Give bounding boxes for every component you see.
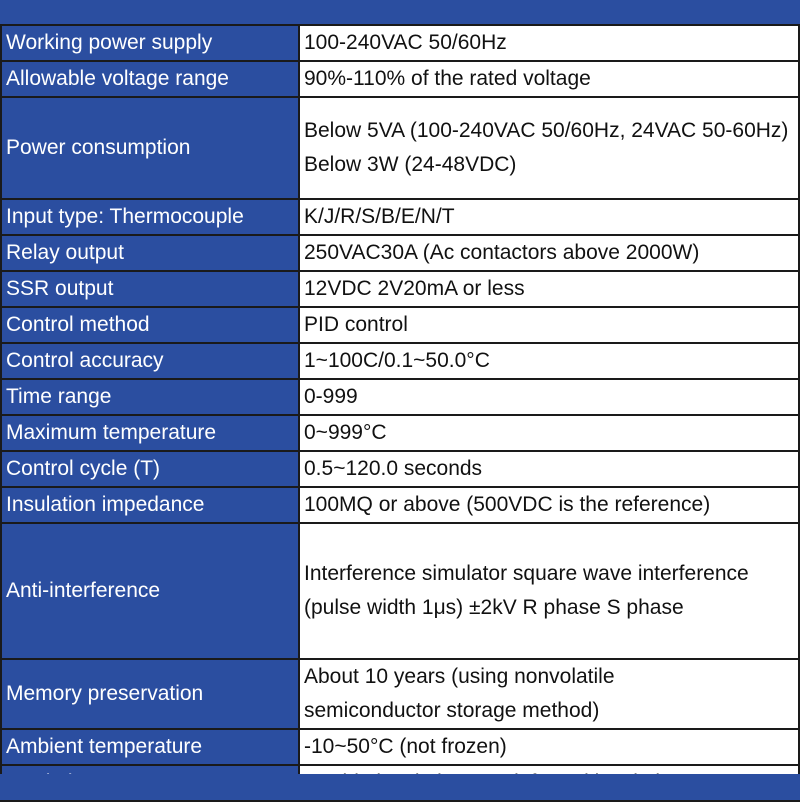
spec-label: Control cycle (T) xyxy=(1,451,299,487)
spec-label: Ambient temperature xyxy=(1,729,299,765)
spec-table xyxy=(0,24,800,802)
spec-value-line: (pulse width 1μs) ±2kV R phase S phase xyxy=(304,596,684,619)
spec-row-control-accuracy xyxy=(1,343,799,379)
spec-label: Insulation impedance xyxy=(1,487,299,523)
spec-row-insulation-impedance xyxy=(1,487,799,523)
spec-row-control-cycle xyxy=(1,451,799,487)
spec-row-working-power-supply xyxy=(1,25,799,61)
spec-value-line: PID control xyxy=(304,313,408,336)
spec-value-line: 0~999°C xyxy=(304,421,387,444)
spec-row-input-type xyxy=(1,199,799,235)
spec-label: Relay output xyxy=(1,235,299,271)
spec-label: Memory preservation xyxy=(1,659,299,729)
spec-label: Control accuracy xyxy=(1,343,299,379)
bottom-band xyxy=(0,774,800,800)
spec-value xyxy=(299,343,799,379)
spec-value-line: 0-999 xyxy=(304,385,358,408)
spec-value-line: 12VDC 2V20mA or less xyxy=(304,277,525,300)
spec-value-line: 0.5~120.0 seconds xyxy=(304,457,483,480)
spec-value-line: 90%-110% of the rated voltage xyxy=(304,67,591,90)
spec-value-line: semiconductor storage method) xyxy=(304,699,600,722)
spec-row-relay-output xyxy=(1,235,799,271)
spec-value xyxy=(299,199,799,235)
spec-row-anti-interference xyxy=(1,523,799,659)
spec-label: Control method xyxy=(1,307,299,343)
spec-value xyxy=(299,659,799,729)
spec-label: Power consumption xyxy=(1,97,299,199)
spec-row-allowable-voltage-range xyxy=(1,61,799,97)
spec-label: SSR output xyxy=(1,271,299,307)
spec-value xyxy=(299,25,799,61)
spec-value-line: Below 3W (24-48VDC) xyxy=(304,153,517,176)
spec-row-memory-preservation xyxy=(1,659,799,729)
spec-value-line: -10~50°C (not frozen) xyxy=(304,735,507,758)
spec-value-line: About 10 years (using nonvolatile xyxy=(304,665,615,688)
spec-label: Maximum temperature xyxy=(1,415,299,451)
spec-value xyxy=(299,235,799,271)
spec-row-time-range xyxy=(1,379,799,415)
spec-label: Working power supply xyxy=(1,25,299,61)
spec-row-ssr-output xyxy=(1,271,799,307)
spec-row-maximum-temperature xyxy=(1,415,799,451)
spec-label: Allowable voltage range xyxy=(1,61,299,97)
spec-value-line: 100MQ or above (500VDC is the reference) xyxy=(304,493,711,516)
spec-value xyxy=(299,379,799,415)
spec-value xyxy=(299,307,799,343)
spec-value xyxy=(299,61,799,97)
spec-value-line: Below 5VA (100-240VAC 50/60Hz, 24VAC 50-60Hz) xyxy=(304,119,789,142)
spec-row-ambient-temperature xyxy=(1,729,799,765)
spec-value xyxy=(299,415,799,451)
spec-value xyxy=(299,451,799,487)
spec-row-power-consumption xyxy=(1,97,799,199)
spec-value-line: 1~100C/0.1~50.0°C xyxy=(304,349,490,372)
spec-value-line: 250VAC30A (Ac contactors above 2000W) xyxy=(304,241,700,264)
spec-label: Anti-interference xyxy=(1,523,299,659)
spec-value xyxy=(299,271,799,307)
spec-row-control-method xyxy=(1,307,799,343)
spec-value xyxy=(299,97,799,199)
spec-label: Input type: Thermocouple xyxy=(1,199,299,235)
spec-label: Time range xyxy=(1,379,299,415)
spec-value xyxy=(299,487,799,523)
spec-value-line: 100-240VAC 50/60Hz xyxy=(304,31,507,54)
spec-value xyxy=(299,729,799,765)
spec-value xyxy=(299,523,799,659)
spec-value-line: K/J/R/S/B/E/N/T xyxy=(304,205,455,228)
spec-value-line: Interference simulator square wave interference xyxy=(304,562,749,585)
